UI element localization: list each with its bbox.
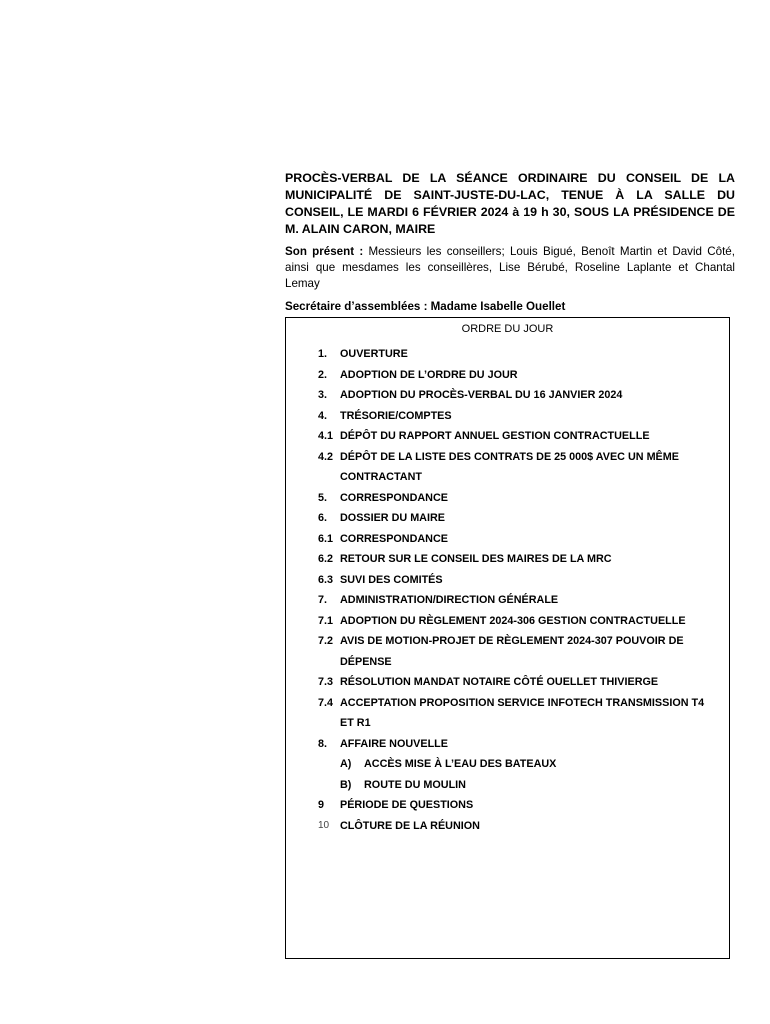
- agenda-item: [286, 385, 729, 406]
- agenda-item-number: 7.2: [318, 635, 334, 647]
- agenda-item: [286, 611, 729, 632]
- attendance-text: Messieurs les conseillers; Louis Bigué, Benoît Martin et David Côté, ainsi que mesdames les conseillères, Lise Bérubé, Roseline Laplante et Chantal Lemay: [285, 245, 735, 290]
- agenda-item-number: 10: [318, 819, 330, 831]
- agenda-item-label: PÉRIODE DE QUESTIONS: [340, 799, 474, 811]
- agenda-item: [286, 344, 729, 365]
- agenda-item-label: AFFAIRE NOUVELLE: [340, 737, 448, 750]
- agenda-item: [286, 529, 729, 550]
- agenda-item-number: 3.: [318, 389, 328, 401]
- agenda-item-label: CLÔTURE DE LA RÉUNION: [340, 819, 480, 832]
- agenda-item-label: OUVERTURE: [340, 348, 408, 360]
- agenda-item-label: SUVI DES COMITÉS: [340, 573, 443, 586]
- agenda-item-number: 5.: [318, 491, 328, 504]
- agenda-item-label: CORRESPONDANCE: [340, 532, 448, 545]
- agenda-item-number: 9: [318, 799, 325, 811]
- agenda-list: [286, 344, 729, 836]
- agenda-item: [286, 488, 729, 509]
- agenda-item-label: ADMINISTRATION/DIRECTION GÉNÉRALE: [340, 594, 559, 606]
- agenda-item: [286, 631, 729, 672]
- agenda-item-label: DOSSIER DU MAIRE: [340, 512, 445, 524]
- attendance-label: Son présent :: [285, 245, 364, 258]
- agenda-item: [286, 795, 729, 816]
- attendance-paragraph: [285, 244, 735, 292]
- secretary-line: Secrétaire d’assemblées : Madame Isabelle Ouellet: [285, 300, 566, 313]
- agenda-subitem: [286, 754, 729, 775]
- agenda-item: [286, 693, 729, 734]
- agenda-item-number: 4.1: [318, 430, 334, 442]
- agenda-item: [286, 365, 729, 386]
- agenda-item-label: AVIS DE MOTION-PROJET DE RÈGLEMENT 2024-307 POUVOIR DE DÉPENSE: [340, 635, 684, 668]
- agenda-item: [286, 549, 729, 570]
- agenda-item-label: ACCEPTATION PROPOSITION SERVICE INFOTECH TRANSMISSION T4 ET R1: [340, 696, 705, 729]
- agenda-subitem-label: ROUTE DU MOULIN: [364, 778, 466, 791]
- agenda-item-number: 6.2: [318, 553, 334, 565]
- agenda-item: [286, 672, 729, 693]
- agenda-item: [286, 734, 729, 755]
- agenda-item-label: RÉSOLUTION MANDAT NOTAIRE CÔTÉ OUELLET THIVIERGE: [340, 676, 659, 688]
- agenda-item-number: 7.3: [318, 676, 334, 688]
- agenda-item: [286, 816, 729, 837]
- agenda-item-label: ADOPTION DE L’ORDRE DU JOUR: [340, 368, 518, 381]
- minutes-title: PROCÈS-VERBAL DE LA SÉANCE ORDINAIRE DU CONSEIL DE LA MUNICIPALITÉ DE SAINT-JUSTE-DU-LAC, TENUE À LA SALLE DU CONSEIL, LE MARDI 6 FÉVRIER 2024 à 19 h 30, SOUS LA PRÉSIDENCE DE M. ALAIN CARON, MAIRE: [285, 171, 735, 236]
- agenda-item-number: 7.4: [318, 696, 334, 709]
- agenda-item-number: 2.: [318, 368, 328, 381]
- agenda-item-number: 6.3: [318, 573, 334, 586]
- agenda-subitem: [286, 775, 729, 796]
- agenda-item-label: ADOPTION DU RÈGLEMENT 2024-306 GESTION CONTRACTUELLE: [340, 614, 686, 627]
- agenda-item-number: 7.1: [318, 614, 334, 627]
- agenda-item-label: ADOPTION DU PROCÈS-VERBAL DU 16 JANVIER 2024: [340, 389, 623, 401]
- agenda-item-label: RETOUR SUR LE CONSEIL DES MAIRES DE LA MRC: [340, 553, 612, 565]
- agenda-item-label: DÉPÔT DU RAPPORT ANNUEL GESTION CONTRACTUELLE: [340, 430, 650, 442]
- agenda-item-number: 4.: [318, 409, 328, 422]
- agenda-item-number: 6.1: [318, 532, 334, 545]
- agenda-item: [286, 590, 729, 611]
- agenda-item-label: CORRESPONDANCE: [340, 491, 448, 504]
- agenda-item: [286, 447, 729, 488]
- agenda-box: [285, 317, 730, 959]
- agenda-item-number: 1.: [318, 348, 328, 360]
- agenda-item-label: DÉPÔT DE LA LISTE DES CONTRATS DE 25 000$ AVEC UN MÊME CONTRACTANT: [340, 450, 679, 483]
- agenda-subitem-letter: B): [340, 778, 352, 791]
- agenda-title: ORDRE DU JOUR: [461, 323, 554, 335]
- agenda-item-label: TRÉSORIE/COMPTES: [340, 409, 452, 422]
- agenda-subitem-letter: A): [340, 758, 352, 770]
- agenda-item: [286, 570, 729, 591]
- agenda-subitem-label: ACCÈS MISE À L’EAU DES BATEAUX: [364, 758, 557, 770]
- agenda-item: [286, 508, 729, 529]
- agenda-item-number: 6.: [318, 512, 328, 524]
- agenda-item: [286, 426, 729, 447]
- agenda-item-number: 8.: [318, 737, 328, 750]
- agenda-item-number: 7.: [318, 594, 328, 606]
- document-header: [285, 170, 735, 315]
- agenda-item-number: 4.2: [318, 450, 334, 463]
- agenda-item: [286, 406, 729, 427]
